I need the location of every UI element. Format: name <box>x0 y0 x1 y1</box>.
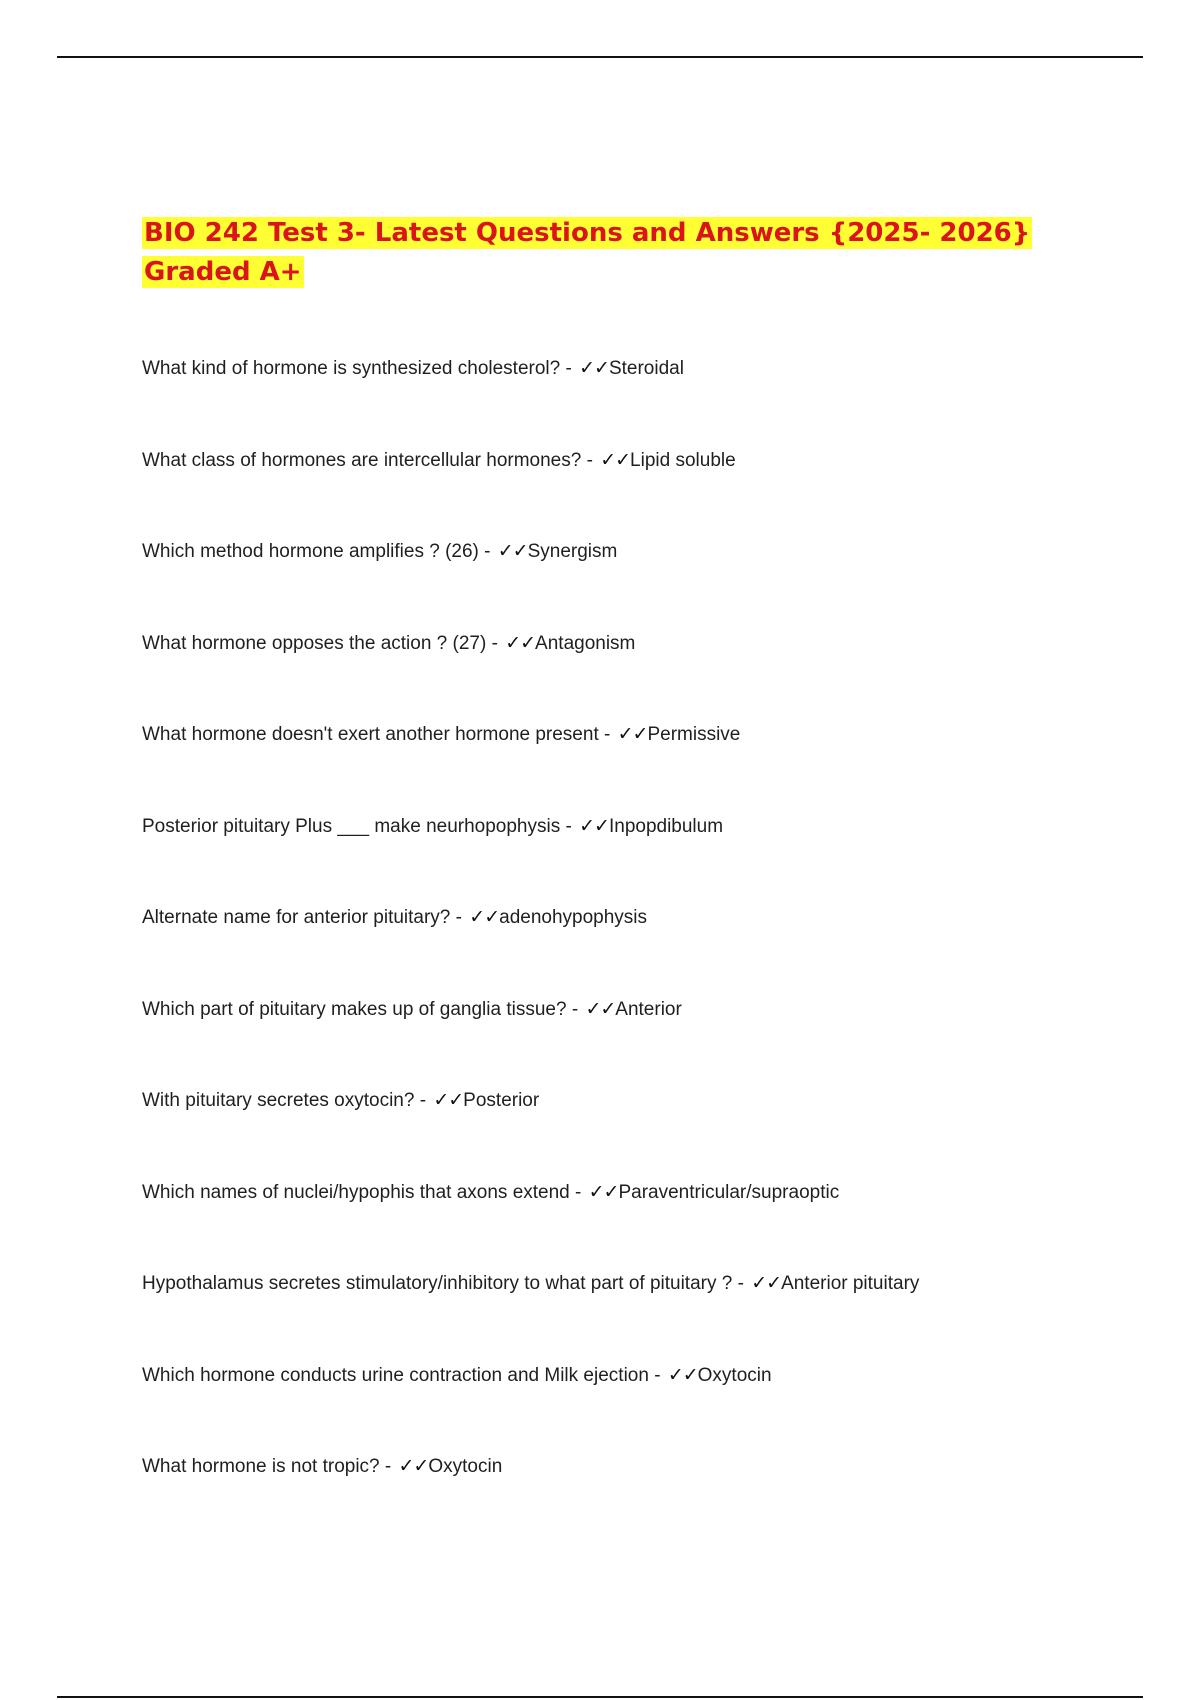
question-text: Alternate name for anterior pituitary? - <box>142 907 462 928</box>
answer-text: Steroidal <box>608 358 684 379</box>
qa-item <box>142 899 1142 991</box>
page-footer-rule <box>57 1696 1143 1698</box>
answer-text: Posterior <box>463 1090 540 1111</box>
qa-item <box>142 1265 1142 1357</box>
qa-item <box>142 625 1142 717</box>
answer-text: adenohypophysis <box>499 907 648 928</box>
double-check-icon: ✓✓ <box>588 1180 619 1203</box>
qa-item <box>142 716 1142 808</box>
answer-text: Paraventricular/supraoptic <box>618 1181 840 1203</box>
qa-item <box>142 1082 1142 1174</box>
answer-text: Lipid soluble <box>630 449 736 471</box>
answer-text: Permissive <box>647 724 741 745</box>
double-check-icon: ✓✓ <box>751 1272 782 1294</box>
answer-text: Anterior <box>615 998 682 1020</box>
qa-item <box>142 991 1142 1083</box>
double-check-icon: ✓✓ <box>505 631 536 654</box>
qa-item <box>142 1448 1142 1540</box>
answer-text: Anterior pituitary <box>781 1273 920 1294</box>
question-text: What hormone is not tropic? - <box>142 1456 392 1477</box>
double-check-icon: ✓✓ <box>585 997 616 1020</box>
answer-text: Inpopdibulum <box>608 815 724 837</box>
question-text: Which method hormone amplifies ? (26) - <box>142 541 491 562</box>
double-check-icon: ✓✓ <box>497 540 528 562</box>
answer-text: Oxytocin <box>697 1364 772 1386</box>
qa-item <box>142 442 1142 534</box>
qa-list <box>142 350 1142 1540</box>
answer-text: Synergism <box>527 541 618 562</box>
double-check-icon: ✓✓ <box>600 448 631 471</box>
document-title-text: BIO 242 Test 3- Latest Questions and Answers {2025- 2026} Graded A+ <box>144 218 1031 287</box>
qa-item <box>142 350 1142 442</box>
answer-text: Oxytocin <box>428 1456 503 1477</box>
double-check-icon: ✓✓ <box>469 906 500 928</box>
question-text: With pituitary secretes oxytocin? - <box>142 1090 427 1111</box>
page-header-rule <box>57 56 1143 58</box>
question-text: Which part of pituitary makes up of ganglia tissue? - <box>142 998 579 1020</box>
question-text: Which names of nuclei/hypophis that axons extend - <box>142 1181 582 1203</box>
double-check-icon: ✓✓ <box>617 723 648 745</box>
qa-item <box>142 808 1142 900</box>
question-text: What kind of hormone is synthesized cholesterol? - <box>142 358 572 379</box>
answer-text: Antagonism <box>535 632 636 654</box>
qa-item <box>142 533 1142 625</box>
double-check-icon: ✓✓ <box>433 1089 464 1111</box>
question-text: What hormone opposes the action ? (27) - <box>142 632 498 654</box>
double-check-icon: ✓✓ <box>398 1455 429 1477</box>
question-text: Which hormone conducts urine contraction and Milk ejection - <box>142 1364 661 1386</box>
qa-item <box>142 1357 1142 1449</box>
double-check-icon: ✓✓ <box>579 357 609 379</box>
qa-item <box>142 1174 1142 1266</box>
double-check-icon: ✓✓ <box>579 814 609 837</box>
document-title <box>142 214 1042 292</box>
question-text: What class of hormones are intercellular hormones? - <box>142 449 593 471</box>
double-check-icon: ✓✓ <box>667 1363 698 1386</box>
question-text: Hypothalamus secretes stimulatory/inhibitory to what part of pituitary ? - <box>142 1273 744 1294</box>
question-text: Posterior pituitary Plus ___ make neurhopophysis - <box>142 815 572 837</box>
question-text: What hormone doesn't exert another hormone present - <box>142 724 611 745</box>
